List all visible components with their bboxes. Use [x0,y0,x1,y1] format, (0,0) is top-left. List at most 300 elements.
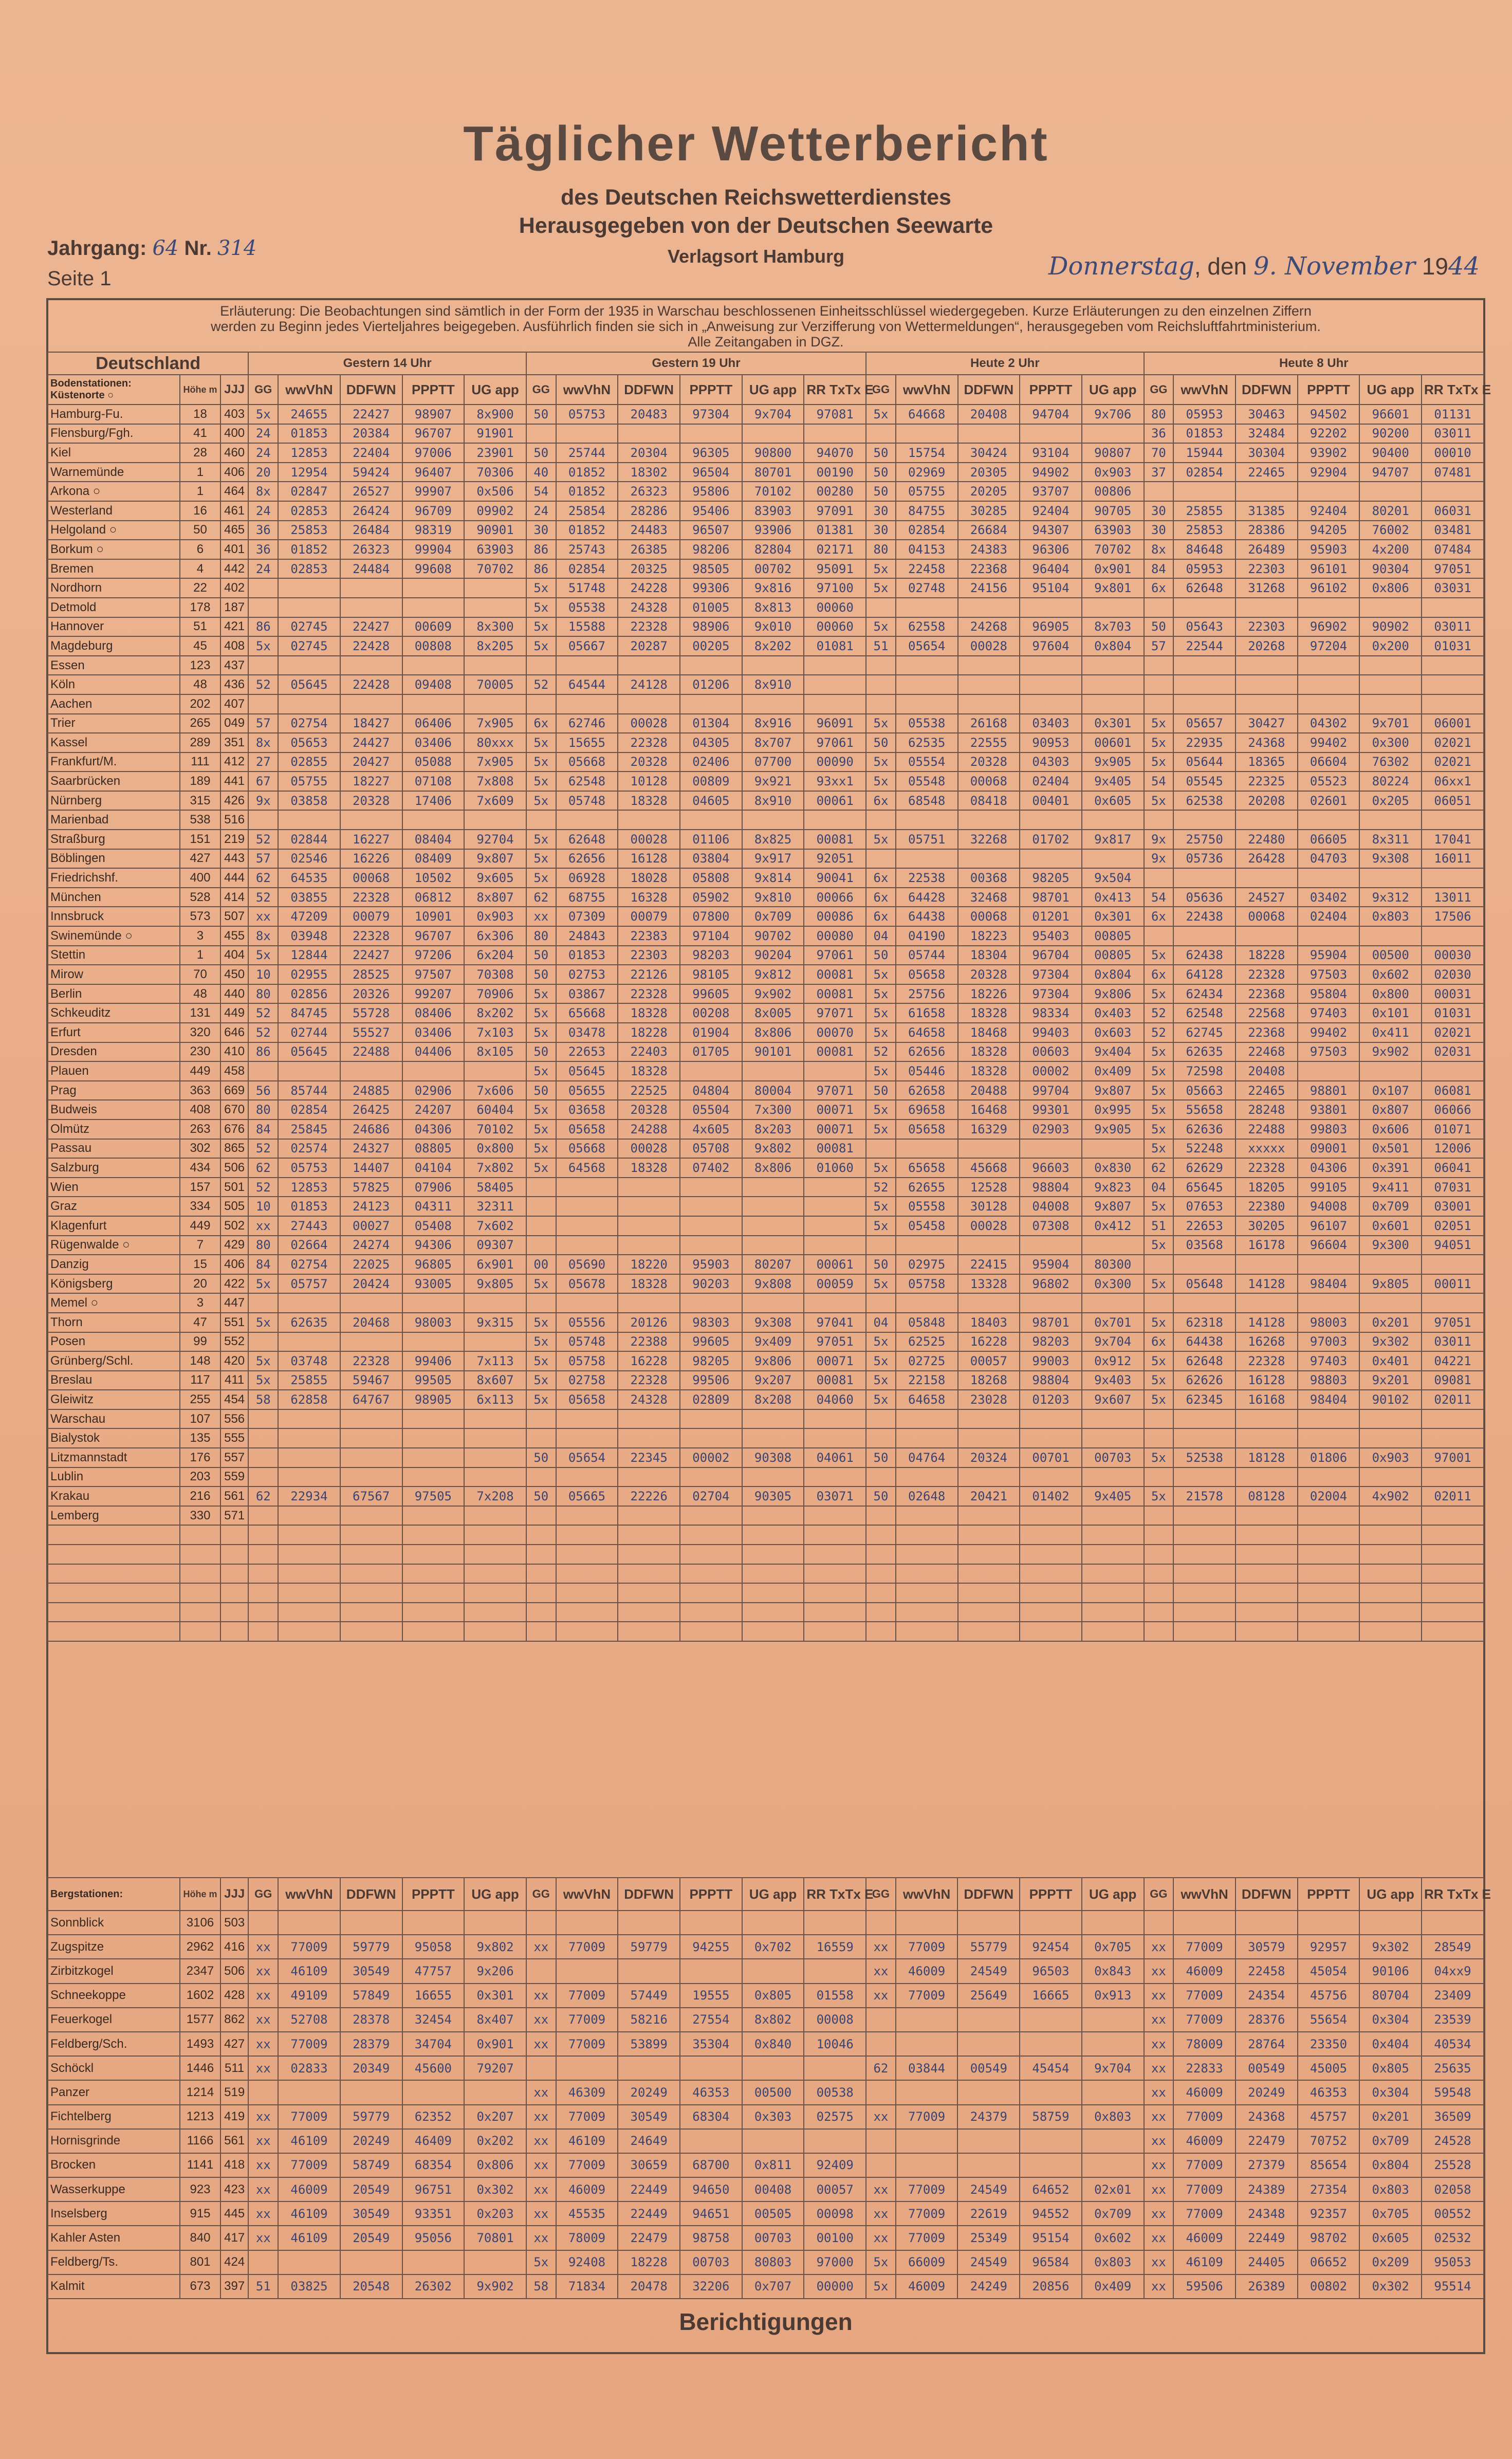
year-prefix: 19 [1422,253,1448,280]
observation-group: 96707 [402,926,465,946]
empty-cell [48,1622,180,1641]
observation-group: 23901 [464,443,526,463]
station-height: 47 [180,1313,220,1332]
observation-group: 96905 [1020,617,1082,637]
observation-group: 00802 [1298,2274,1360,2299]
observation-group: 00079 [618,907,680,926]
observation-group: 62318 [1173,1313,1236,1332]
observation-group [526,1959,556,1983]
observation-group: 62558 [896,617,958,637]
observation-group: 0x401 [1359,1351,1422,1371]
observation-group: 22303 [1236,617,1298,637]
station-row [48,791,1484,811]
observation-group: 77009 [896,2105,958,2129]
observation-group: 16665 [1020,1984,1082,2008]
observation-group: 04303 [1020,753,1082,772]
station-name: Borkum ○ [48,540,180,559]
station-name: Nordhorn [48,578,180,598]
empty-cell [804,1603,866,1622]
observation-group: 0x709 [1359,1197,1422,1216]
observation-group: 40 [526,463,556,482]
observation-group: 8x802 [742,2008,804,2032]
observation-group: 31385 [1236,501,1298,521]
group-gestern-19: Gestern 19 Uhr [526,352,866,375]
observation-group: 30549 [340,1959,402,1983]
observation-group [1144,1911,1174,1935]
station-row [48,1023,1484,1042]
station-jjj: 519 [220,2080,249,2104]
observation-group: 02x01 [1082,2177,1144,2201]
observation-group: 9x315 [464,1313,526,1332]
observation-group: 80701 [742,463,804,482]
observation-group: 0x702 [742,1935,804,1959]
observation-group [896,694,958,714]
observation-group: 98205 [680,1351,742,1371]
empty-cell [1144,1564,1174,1584]
observation-group: 20349 [340,2056,402,2080]
station-jjj: 408 [220,636,249,656]
observation-group [866,2129,896,2153]
group3-col-header: UG app [1082,1878,1144,1911]
observation-group: 94902 [1020,463,1082,482]
observation-group: 98803 [1298,1371,1360,1390]
observation-group: 26425 [340,1100,402,1120]
station-height: 2347 [180,1959,220,1983]
observation-group: 22653 [556,1042,618,1062]
empty-cell [958,1622,1020,1641]
observation-group: 5x [248,1371,278,1390]
observation-group [1236,926,1298,946]
observation-group: 63903 [464,540,526,559]
observation-group [1298,1409,1360,1429]
observation-group: 24228 [618,578,680,598]
observation-group [1359,1911,1422,1935]
observation-group: xx [526,2105,556,2129]
observation-group: 30659 [618,2153,680,2177]
observation-group: 96709 [402,501,465,521]
observation-group: 16178 [1236,1236,1298,1255]
observation-group: 77009 [556,1984,618,2008]
observation-group: 77009 [1173,2008,1236,2032]
observation-group: 96407 [402,463,465,482]
observation-group: 06605 [1298,830,1360,849]
observation-group: xx [248,2226,278,2250]
observation-group: 7x808 [464,772,526,791]
observation-group: 02758 [556,1371,618,1390]
group4-col-header: DDFWN [1236,1878,1298,1911]
observation-group [866,1293,896,1313]
station-jjj: 422 [220,1274,249,1294]
observation-group: 32454 [402,2008,465,2032]
observation-group [866,1911,896,1935]
station-height: 203 [180,1467,220,1487]
observation-group: 68354 [402,2153,465,2177]
observation-group [1144,598,1174,617]
observation-group: 20488 [958,1081,1020,1100]
observation-group: 18468 [958,1023,1020,1042]
group4-col-header: PPPTT [1298,375,1360,405]
empty-cell [340,1525,402,1545]
observation-group: 0x207 [464,2105,526,2129]
observation-group: 00081 [804,1042,866,1062]
observation-group [866,1236,896,1255]
observation-group: 5x [526,772,556,791]
observation-group: xx [526,2226,556,2250]
station-jjj: 419 [220,2105,249,2129]
observation-group: 68755 [556,888,618,907]
observation-group: 0x709 [742,907,804,926]
observation-group [958,424,1020,444]
region-label: Deutschland [48,352,248,375]
group-heute-8: Heute 8 Uhr [1144,352,1484,375]
empty-cell [556,1525,618,1545]
observation-group: 24379 [957,2105,1020,2129]
observation-group: 84648 [1173,540,1236,559]
observation-group: 85744 [278,1081,340,1100]
station-jjj: 450 [220,965,249,984]
observation-group: 97503 [1298,1042,1360,1062]
observation-group: 93906 [742,521,804,540]
station-name: Olmütz [48,1120,180,1139]
observation-group: 46109 [278,2201,340,2226]
observation-group: 00068 [340,868,402,888]
observation-group: 30 [866,521,896,540]
station-height: 1 [180,482,220,501]
empty-cell [556,1545,618,1564]
observation-group: 05658 [896,1120,958,1139]
observation-group: xx [866,1935,896,1959]
observation-group: 77009 [556,1935,618,1959]
observation-group: 0x903 [464,907,526,926]
observation-group: 8x607 [464,1371,526,1390]
empty-cell [742,1622,804,1641]
observation-group: 5x [526,1390,556,1409]
observation-group: 52 [248,675,278,694]
observation-group: 05645 [278,1042,340,1062]
observation-group: 5x [526,830,556,849]
observation-group: 5x [866,1390,896,1409]
station-jjj: 426 [220,791,249,811]
observation-group: 32268 [958,830,1020,849]
observation-group: 92404 [1298,501,1360,521]
observation-group: 14128 [1236,1274,1298,1294]
observation-group [896,2080,958,2104]
observation-group: 9x504 [1082,868,1144,888]
station-name: Detmold [48,598,180,617]
observation-group: 02854 [896,521,958,540]
observation-group: 04764 [896,1448,958,1467]
observation-group: 20408 [958,405,1020,424]
observation-group: 52 [248,830,278,849]
observation-group: 59779 [618,1935,680,1959]
observation-group: 18328 [618,1158,680,1178]
observation-group: 12006 [1422,1139,1484,1159]
column-header-row [48,1878,1484,1911]
observation-group [1236,1467,1298,1487]
observation-group: 99704 [1020,1081,1082,1100]
observation-group [1020,2008,1082,2032]
empty-cell [896,1525,958,1545]
station-height: 230 [180,1042,220,1062]
observation-group: 22544 [1173,636,1236,656]
station-row [48,1351,1484,1371]
observation-group: 62656 [896,1042,958,1062]
observation-group: 00500 [1359,946,1422,965]
observation-group [1173,1409,1236,1429]
observation-group: 52 [1144,1003,1174,1023]
observation-group [526,1467,556,1487]
observation-group: 19555 [680,1984,742,2008]
observation-group [866,675,896,694]
observation-group: 98404 [1298,1274,1360,1294]
observation-group [958,1139,1020,1159]
observation-group: 46353 [1298,2080,1360,2104]
observation-group: 22403 [618,1042,680,1062]
observation-group: 9x807 [464,849,526,869]
observation-group: 0x409 [1082,2274,1144,2299]
station-height: 334 [180,1197,220,1216]
empty-cell [278,1525,340,1545]
observation-group: 07308 [1020,1216,1082,1236]
observation-group [1422,1061,1484,1081]
observation-group: 9x902 [1359,1042,1422,1062]
observation-group: 22158 [896,1371,958,1390]
observation-group: 24274 [340,1236,402,1255]
observation-group [804,694,866,714]
observation-group: 24128 [618,675,680,694]
observation-group: 96504 [680,463,742,482]
observation-group: 20249 [340,2129,402,2153]
observation-group [618,424,680,444]
observation-group: 7x113 [464,1351,526,1371]
observation-group [1020,1293,1082,1313]
observation-group: 22303 [618,946,680,965]
observation-group: 9x411 [1359,1178,1422,1197]
observation-group: 09408 [402,675,465,694]
observation-group: 98203 [680,946,742,965]
observation-group: 97304 [1020,965,1082,984]
observation-group: 26168 [958,714,1020,733]
group1-col-header: DDFWN [340,1878,402,1911]
observation-group: 05757 [278,1274,340,1294]
observation-group: 46009 [896,1959,958,1983]
observation-group: 20483 [618,405,680,424]
station-jjj: 460 [220,443,249,463]
observation-group [248,1448,278,1467]
observation-group [526,2056,556,2080]
observation-group: 80 [866,540,896,559]
observation-group: 97051 [1422,559,1484,579]
observation-group: 22653 [1173,1216,1236,1236]
observation-group: 4x605 [680,1120,742,1139]
observation-group: 9x806 [1082,984,1144,1004]
empty-cell [742,1583,804,1603]
observation-group: 18328 [618,1274,680,1294]
empty-cell [1082,1564,1144,1584]
observation-group: 10 [248,1197,278,1216]
observation-group [742,1061,804,1081]
observation-group: 64438 [1173,1332,1236,1352]
observation-group [896,2008,958,2032]
empty-cell [804,1583,866,1603]
observation-group [742,1959,804,1983]
observation-group: 45600 [402,2056,465,2080]
observation-group: 24207 [402,1100,465,1120]
observation-group: 01904 [680,1023,742,1042]
observation-group: 24348 [1236,2201,1298,2226]
observation-group [1173,1428,1236,1448]
observation-group [804,810,866,830]
empty-cell [220,1525,249,1545]
observation-group [526,810,556,830]
observation-group: 24288 [618,1120,680,1139]
observation-group: xx [866,2201,896,2226]
observation-group: 80004 [742,1081,804,1100]
observation-group: 10901 [402,907,465,926]
observation-group [1173,1255,1236,1274]
observation-group: 6x306 [464,926,526,946]
observation-group: 05408 [402,1216,465,1236]
observation-group: 02546 [278,849,340,869]
group-header-row [48,352,1484,375]
station-jjj: 410 [220,1042,249,1062]
observation-group: 46409 [402,2129,465,2153]
observation-group [464,1428,526,1448]
group4-col-header: GG [1144,1878,1174,1911]
observation-group: 98701 [1020,888,1082,907]
observation-group: 5x [1144,1081,1174,1100]
observation-group: 50 [866,1487,896,1506]
observation-group [804,1216,866,1236]
station-row [48,2032,1484,2056]
observation-group: 07906 [402,1178,465,1197]
observation-group: 98203 [1020,1332,1082,1352]
observation-group: 98404 [1298,1390,1360,1409]
group4-col-header: UG app [1359,375,1422,405]
observation-group: 80207 [742,1255,804,1274]
observation-group [1173,1467,1236,1487]
observation-group: 94552 [1020,2201,1082,2226]
station-jjj: 571 [220,1506,249,1526]
observation-group: 05643 [1173,617,1236,637]
observation-group [1082,1428,1144,1448]
observation-group: 16226 [340,849,402,869]
empty-cell [680,1622,742,1641]
observation-group: 02969 [896,463,958,482]
observation-group: 18328 [618,1061,680,1081]
observation-group [1236,598,1298,617]
empty-cell [526,1622,556,1641]
group4-col-header: DDFWN [1236,375,1298,405]
observation-group: 28378 [340,2008,402,2032]
observation-group: 26484 [340,521,402,540]
observation-group: 08404 [402,830,465,849]
observation-group [680,1911,742,1935]
observation-group: 58 [526,2274,556,2299]
observation-group: 01702 [1020,830,1082,849]
observation-group: 16268 [1236,1332,1298,1352]
empty-cell [896,1545,958,1564]
observation-group: 9x810 [742,888,804,907]
observation-group: 46109 [556,2129,618,2153]
observation-group [742,1911,804,1935]
observation-group: 02030 [1422,965,1484,984]
observation-group: 95056 [402,2226,465,2250]
station-height: 20 [180,1274,220,1294]
station-row [48,1003,1484,1023]
observation-group: 5x [1144,1042,1174,1062]
observation-group: 02406 [680,753,742,772]
empty-cell [402,1545,465,1564]
observation-group: 93707 [1020,482,1082,501]
observation-group: 05654 [896,636,958,656]
observation-group: 05538 [896,714,958,733]
station-row [48,984,1484,1004]
observation-group: 00031 [1422,984,1484,1004]
empty-cell [220,1622,249,1641]
observation-group: 00057 [958,1351,1020,1371]
observation-group: 97507 [402,965,465,984]
station-name: Litzmannstadt [48,1448,180,1467]
observation-group: 00401 [1020,791,1082,811]
observation-group [526,694,556,714]
observation-group: 45757 [1298,2105,1360,2129]
observation-group: 54 [1144,772,1174,791]
observation-group [1144,675,1174,694]
observation-group: 16655 [402,1984,465,2008]
empty-cell [180,1583,220,1603]
observation-group [526,424,556,444]
observation-group: xx [866,2177,896,2201]
station-jjj: 219 [220,830,249,849]
observation-group: 5x [866,1158,896,1178]
observation-group: xx [526,2177,556,2201]
observation-group: 01106 [680,830,742,849]
observation-group: 00011 [1422,1274,1484,1294]
observation-group: 9x701 [1359,714,1422,733]
station-jjj: 511 [220,2056,249,2080]
empty-cell [1173,1622,1236,1641]
empty-cell [1173,1583,1236,1603]
observation-group: 00080 [804,926,866,946]
empty-cell [402,1583,465,1603]
observation-group: 02847 [278,482,340,501]
observation-group: 05523 [1298,772,1360,791]
observation-group: 95904 [1020,1255,1082,1274]
station-row [48,1390,1484,1409]
observation-group: 8x910 [742,675,804,694]
observation-group: 94008 [1298,1197,1360,1216]
observation-group: 18427 [340,714,402,733]
observation-group [958,656,1020,675]
observation-group [464,694,526,714]
observation-group [896,424,958,444]
observation-group [680,1428,742,1448]
observation-group [1236,656,1298,675]
observation-group: 26323 [340,540,402,559]
observation-group: 00059 [804,1274,866,1294]
observation-group: 02648 [896,1487,958,1506]
observation-group: 30205 [1236,1216,1298,1236]
observation-group: 97061 [804,733,866,753]
observation-group: 5x [248,1274,278,1294]
group3-col-header: GG [866,375,896,405]
station-jjj: 407 [220,694,249,714]
observation-group: 8x [248,926,278,946]
observation-group: 5x [866,772,896,791]
observation-group: xx [1144,1935,1174,1959]
observation-group: 9x206 [464,1959,526,1983]
